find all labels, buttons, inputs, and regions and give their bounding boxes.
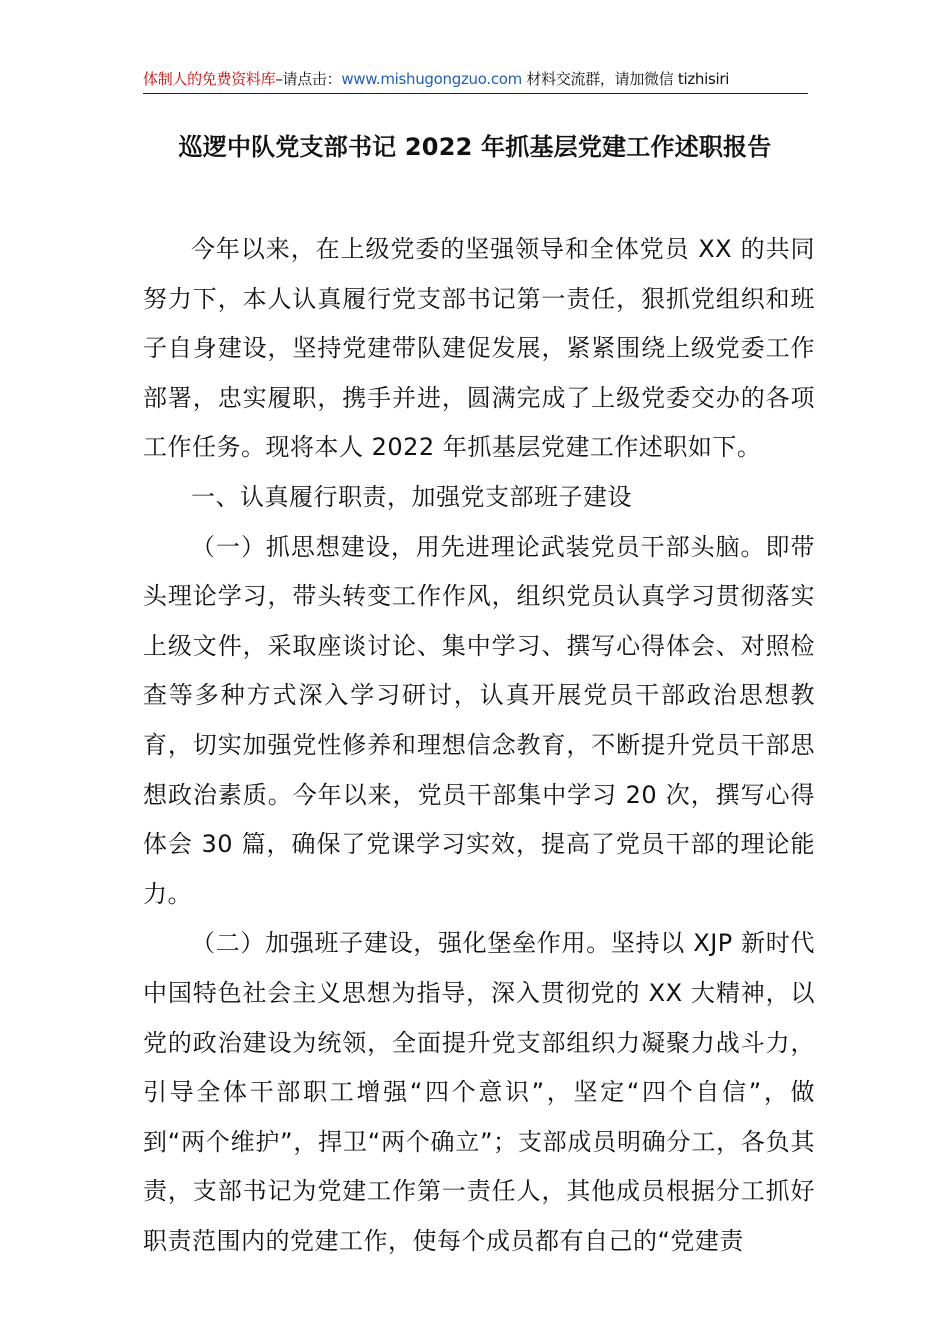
header-note: 材料交流群，请加微信 tizhisiri: [521, 70, 730, 88]
header-divider: [143, 93, 808, 94]
header-prompt: –请点击：: [275, 70, 342, 88]
paragraph-subsection-2: （二）加强班子建设，强化堡垒作用。坚持以 XJP 新时代中国特色社会主义思想为指导，深入贯彻党的 XX 大精神，以党的政治建设为统领，全面提升党支部组织力凝聚力战斗力，引导全体干部职工增强“四个意识”，坚定“四个自信”，做到“两个维护”，捍卫“两个确立”；支部成员明确分工，各负其责，支部书记为党建工作第一责任人，其他成员根据分工抓好职责范围内的党建工作，使每个成员都有自己的“党建责: [143, 929, 815, 1255]
paragraph-subsection-1: （一）抓思想建设，用先进理论武装党员干部头脑。即带头理论学习，带头转变工作作风，组织党员认真学习贯彻落实上级文件，采取座谈讨论、集中学习、撰写心得体会、对照检查等多种方式深入学习研讨，认真开展党员干部政治思想教育，切实加强党性修养和理想信念教育，不断提升党员干部思想政治素质。今年以来，党员干部集中学习 20 次，撰写心得体会 30 篇，确保了党课学习实效，提高了党员干部的理论能力。: [143, 532, 815, 908]
header-url-link[interactable]: www.mishugongzuo.com: [341, 70, 522, 88]
page-header: [143, 68, 808, 90]
document-body: [143, 225, 815, 1266]
section-heading-1: 一、认真履行职责，加强党支部班子建设: [191, 482, 632, 511]
header-brand: 体制人的免费资料库: [143, 70, 276, 88]
document-title: 巡逻中队党支部书记 2022 年抓基层党建工作述职报告: [178, 133, 772, 161]
paragraph-intro: 今年以来，在上级党委的坚强领导和全体党员 XX 的共同努力下，本人认真履行党支部书记第一责任，狠抓党组织和班子自身建设，坚持党建带队建促发展，紧紧围绕上级党委工作部署，忠实履职，携手并进，圆满完成了上级党委交办的各项工作任务。现将本人 2022 年抓基层党建工作述职如下。: [143, 235, 815, 462]
